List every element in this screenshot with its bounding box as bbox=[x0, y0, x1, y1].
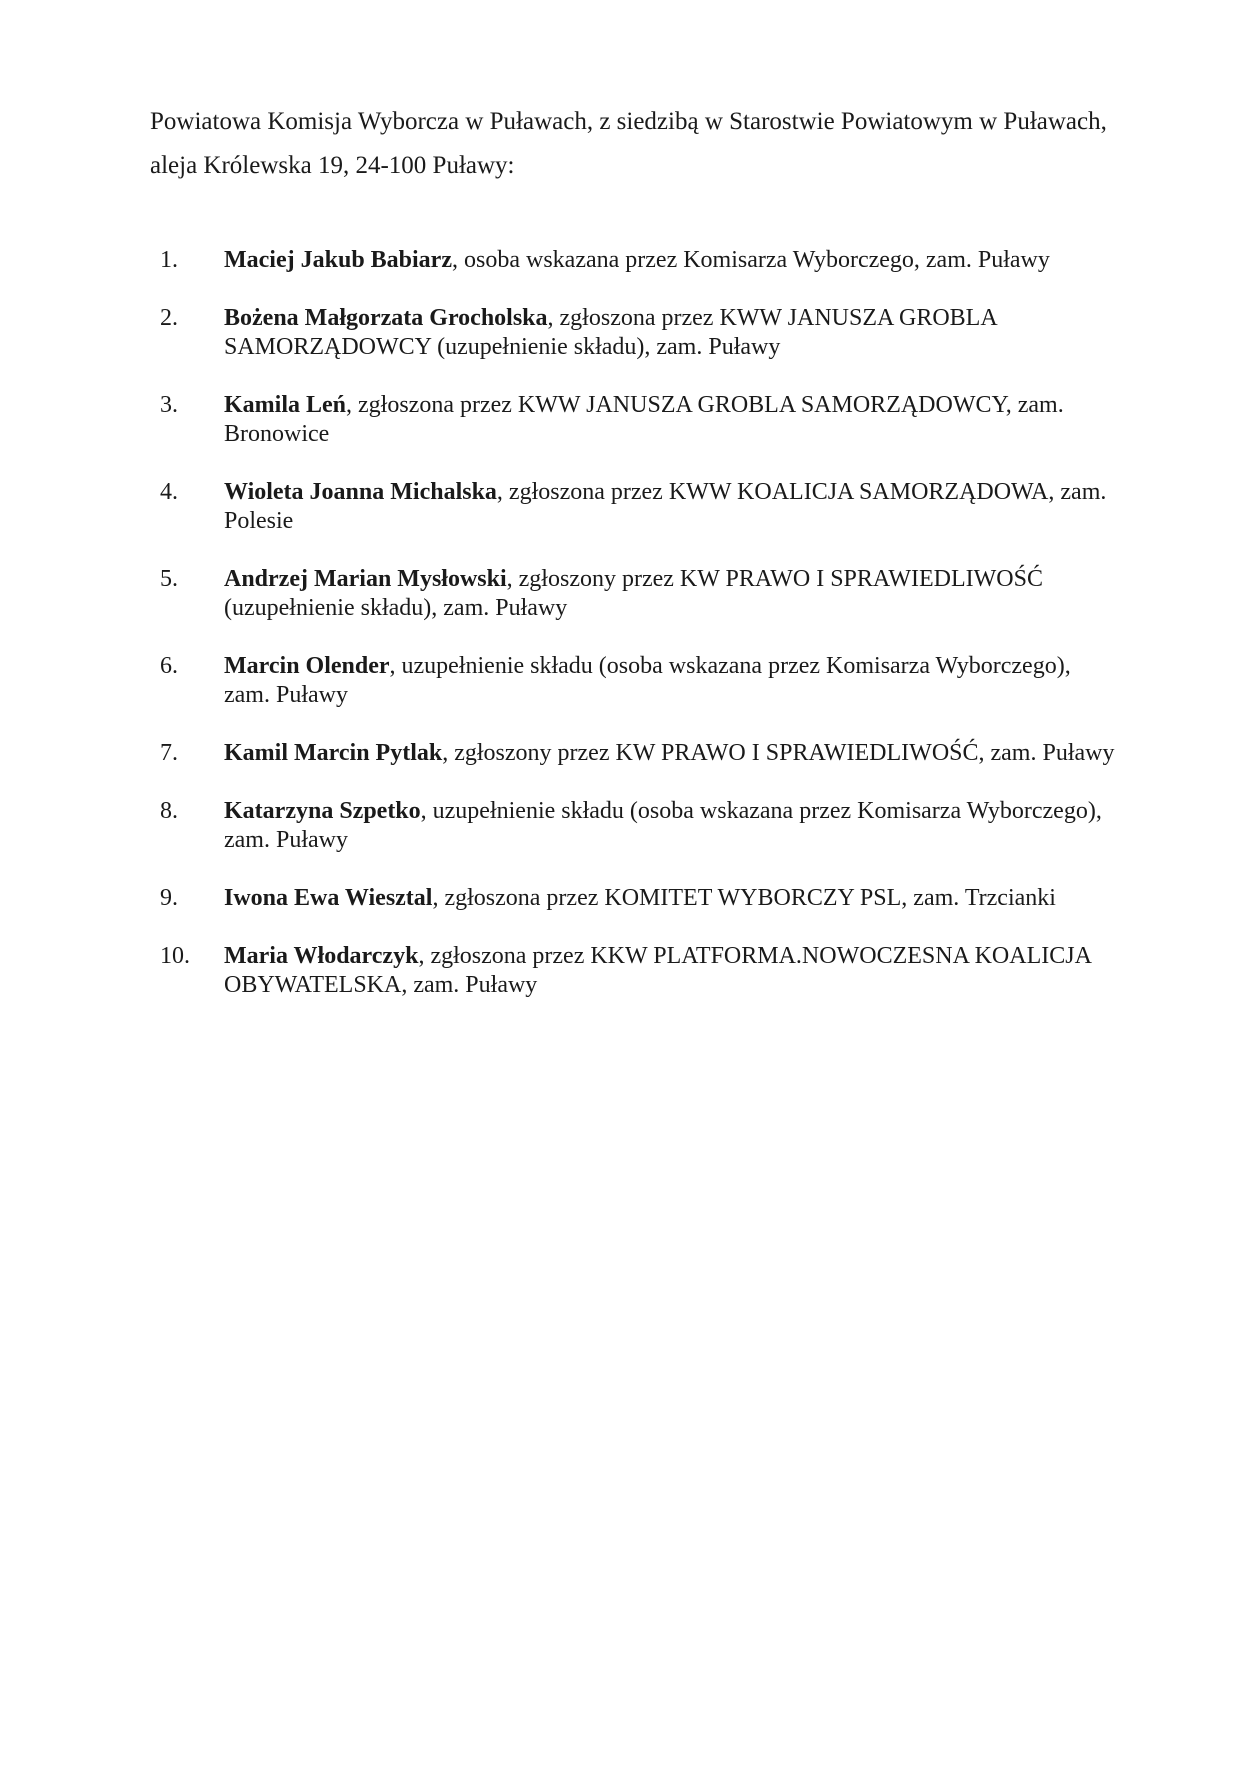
list-item bbox=[160, 942, 1120, 1000]
member-name: Bożena Małgorzata Grocholska bbox=[224, 305, 548, 331]
member-details: , zgłoszona przez KWW JANUSZA GROBLA SAMORZĄDOWCY, zam. Bronowice bbox=[224, 392, 1064, 447]
item-text bbox=[224, 739, 1120, 768]
member-details: , osoba wskazana przez Komisarza Wyborczego, zam. Puławy bbox=[452, 247, 1050, 273]
member-name: Iwona Ewa Wiesztal bbox=[224, 885, 433, 911]
member-details: , zgłoszony przez KW PRAWO I SPRAWIEDLIWOŚĆ, zam. Puławy bbox=[442, 740, 1115, 766]
member-details: , zgłoszona przez KWW KOALICJA SAMORZĄDOWA, zam. Polesie bbox=[224, 479, 1107, 534]
item-text bbox=[224, 478, 1120, 536]
item-number: 7. bbox=[160, 740, 178, 766]
item-text bbox=[224, 652, 1120, 710]
item-text bbox=[224, 246, 1120, 275]
item-number: 4. bbox=[160, 479, 178, 505]
item-number: 5. bbox=[160, 566, 178, 592]
member-details: , uzupełnienie składu (osoba wskazana przez Komisarza Wyborczego), zam. Puławy bbox=[224, 798, 1102, 853]
list-item bbox=[160, 304, 1120, 362]
list-item bbox=[160, 797, 1120, 855]
item-number: 8. bbox=[160, 798, 178, 824]
item-number: 9. bbox=[160, 885, 178, 911]
list-item bbox=[160, 391, 1120, 449]
member-details: , zgłoszona przez KOMITET WYBORCZY PSL, zam. Trzcianki bbox=[432, 885, 1056, 911]
item-text bbox=[224, 942, 1120, 1000]
member-name: Maria Włodarczyk bbox=[224, 943, 419, 969]
member-details: , zgłoszona przez KWW JANUSZA GROBLA SAMORZĄDOWCY (uzupełnienie składu), zam. Puławy bbox=[224, 305, 997, 360]
member-name: Andrzej Marian Mysłowski bbox=[224, 566, 507, 592]
commission-address-paragraph: Powiatowa Komisja Wyborcza w Puławach, z siedzibą w Starostwie Powiatowym w Puławach, aleja Królewska 19, 24-100 Puławy: bbox=[150, 108, 1107, 179]
member-name: Marcin Olender bbox=[224, 653, 390, 679]
member-name: Kamil Marcin Pytlak bbox=[224, 740, 443, 766]
item-number: 6. bbox=[160, 653, 178, 679]
list-item bbox=[160, 246, 1120, 275]
item-text bbox=[224, 391, 1120, 449]
commission-members-list bbox=[160, 246, 1120, 1029]
list-item bbox=[160, 478, 1120, 536]
item-text bbox=[224, 304, 1120, 362]
item-text bbox=[224, 884, 1120, 913]
list-item bbox=[160, 739, 1120, 768]
list-item bbox=[160, 884, 1120, 913]
list-item bbox=[160, 565, 1120, 623]
item-text bbox=[224, 797, 1120, 855]
item-number: 3. bbox=[160, 392, 178, 418]
item-number: 1. bbox=[160, 247, 178, 273]
member-name: Katarzyna Szpetko bbox=[224, 798, 421, 824]
member-name: Maciej Jakub Babiarz bbox=[224, 247, 452, 273]
member-name: Wioleta Joanna Michalska bbox=[224, 479, 497, 505]
list-item bbox=[160, 652, 1120, 710]
member-details: , zgłoszona przez KKW PLATFORMA.NOWOCZESNA KOALICJA OBYWATELSKA, zam. Puławy bbox=[224, 943, 1091, 998]
item-number: 10. bbox=[160, 943, 190, 969]
member-details: , zgłoszony przez KW PRAWO I SPRAWIEDLIWOŚĆ (uzupełnienie składu), zam. Puławy bbox=[224, 566, 1043, 621]
item-number: 2. bbox=[160, 305, 178, 331]
member-name: Kamila Leń bbox=[224, 392, 347, 418]
member-details: , uzupełnienie składu (osoba wskazana przez Komisarza Wyborczego), zam. Puławy bbox=[224, 653, 1071, 708]
item-text bbox=[224, 565, 1120, 623]
